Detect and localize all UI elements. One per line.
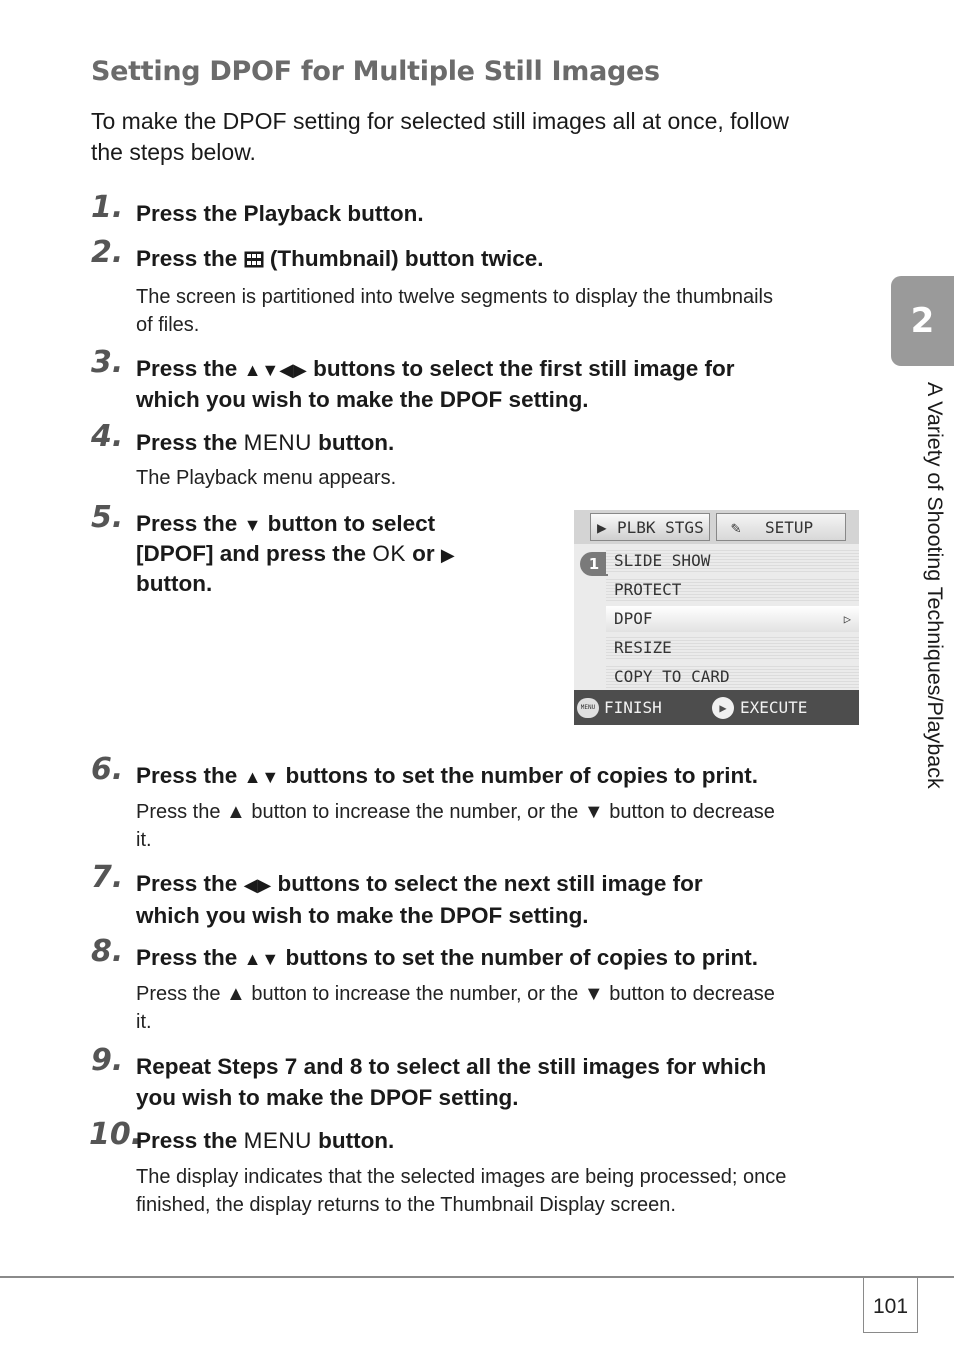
desc-line: it. bbox=[136, 829, 152, 851]
step-number: 5. bbox=[91, 500, 124, 535]
step-title-part: buttons to set the number of copies to print. bbox=[285, 763, 758, 788]
menu-item-resize: RESIZE bbox=[606, 635, 859, 661]
intro-line: To make the DPOF setting for selected still images all at once, follow bbox=[91, 108, 789, 134]
screen-menu-list bbox=[574, 546, 859, 689]
step-title-part: Press the bbox=[136, 246, 238, 271]
down-arrow-icon: ▼ bbox=[583, 801, 604, 823]
step-description bbox=[136, 464, 396, 492]
desc-line: finished, the display returns to the Thumbnail Display screen. bbox=[136, 1194, 676, 1216]
menu-button-label: MENU bbox=[243, 430, 312, 455]
step-description bbox=[136, 798, 775, 854]
desc-part: button to increase the number, or the bbox=[251, 983, 579, 1005]
page-badge: 1 bbox=[580, 552, 608, 576]
down-arrow-icon: ▼ bbox=[243, 515, 262, 535]
step-number: 6. bbox=[91, 752, 124, 787]
menu-item-copy-to-card: COPY TO CARD bbox=[606, 664, 859, 690]
menu-item-slide-show: SLIDE SHOW bbox=[606, 548, 859, 574]
step-title: Press the Playback button. bbox=[136, 201, 424, 226]
step-title-part: Press the bbox=[136, 430, 238, 455]
screen-tab-playback bbox=[590, 513, 710, 541]
chapter-tab bbox=[891, 276, 954, 366]
menu-item-dpof bbox=[606, 606, 859, 632]
step-title-part: Press the bbox=[136, 945, 238, 970]
step-title-part: (Thumbnail) button twice. bbox=[269, 246, 544, 271]
screen-tab-bar bbox=[574, 510, 859, 544]
camera-menu-screen bbox=[574, 510, 859, 725]
down-arrow-icon: ▼ bbox=[583, 983, 604, 1005]
step-title-part: button to select bbox=[267, 511, 436, 536]
step-title-part: or bbox=[412, 541, 435, 566]
intro-paragraph bbox=[91, 106, 866, 168]
desc-line bbox=[136, 798, 775, 826]
desc-part: Press the bbox=[136, 801, 221, 823]
step-title bbox=[136, 760, 758, 793]
menu-button-label: MENU bbox=[243, 1128, 312, 1153]
desc-part: Press the bbox=[136, 983, 221, 1005]
desc-line: The Playback menu appears. bbox=[136, 467, 397, 489]
wrench-icon: ✎ bbox=[731, 518, 741, 537]
step-number: 3. bbox=[91, 345, 124, 380]
up-arrow-icon: ▲ bbox=[226, 801, 246, 823]
step-title bbox=[136, 243, 544, 274]
step-title-part: [DPOF] and press the bbox=[136, 541, 367, 566]
step-title bbox=[136, 942, 758, 975]
screen-tab-label: PLBK STGS bbox=[617, 518, 704, 537]
up-arrow-icon: ▲ bbox=[226, 983, 246, 1005]
thumbnail-icon bbox=[244, 245, 264, 262]
step-title-part: button. bbox=[318, 430, 395, 455]
desc-line bbox=[136, 980, 775, 1008]
screen-tab-label: SETUP bbox=[765, 518, 814, 537]
step-title-part: Press the bbox=[136, 1128, 238, 1153]
finish-label: FINISH bbox=[604, 698, 662, 717]
direction-arrows-icon: ▲▼◀▶ bbox=[243, 360, 307, 380]
step-number: 2. bbox=[91, 235, 124, 270]
step-number: 4. bbox=[91, 419, 124, 454]
screen-tab-setup bbox=[716, 513, 846, 541]
menu-button-icon: MENU bbox=[577, 698, 599, 718]
step-title-part: buttons to select the next still image for bbox=[277, 871, 703, 896]
step-title-part: Press the bbox=[136, 763, 238, 788]
step-title-line3: button. bbox=[136, 571, 213, 596]
step-title bbox=[136, 508, 435, 541]
step-title-part: Press the bbox=[136, 511, 238, 536]
chapter-title: A Variety of Shooting Techniques/Playback bbox=[923, 382, 947, 789]
step-title bbox=[136, 353, 734, 386]
right-arrow-icon: ▷ bbox=[843, 612, 851, 626]
step-number: 9. bbox=[91, 1043, 124, 1078]
step-title-part: buttons to select the first still image for bbox=[313, 356, 735, 381]
step-title-line2: which you wish to make the DPOF setting. bbox=[136, 903, 589, 928]
step-description bbox=[136, 1163, 786, 1219]
chapter-number: 2 bbox=[910, 301, 935, 341]
ok-button-label: OK bbox=[372, 541, 406, 566]
execute-label: EXECUTE bbox=[740, 698, 808, 717]
menu-item-protect: PROTECT bbox=[606, 577, 859, 603]
step-number: 8. bbox=[91, 934, 124, 969]
playback-icon: ▶ bbox=[597, 518, 607, 537]
right-dial-icon: ▶ bbox=[712, 697, 734, 719]
step-title-part: Press the bbox=[136, 871, 238, 896]
step-title-line2: which you wish to make the DPOF setting. bbox=[136, 387, 589, 412]
up-down-arrows-icon: ▲▼ bbox=[243, 767, 280, 787]
step-number: 1. bbox=[91, 190, 124, 225]
desc-line: The display indicates that the selected images are being processed; once bbox=[136, 1166, 787, 1188]
intro-line: the steps below. bbox=[91, 139, 256, 165]
desc-part: button to increase the number, or the bbox=[251, 801, 579, 823]
desc-line: of files. bbox=[136, 314, 200, 336]
desc-part: button to decrease bbox=[609, 983, 775, 1005]
footer-rule bbox=[0, 1276, 954, 1278]
screen-footer bbox=[574, 690, 859, 725]
step-title bbox=[136, 427, 394, 458]
step-title: Repeat Steps 7 and 8 to select all the still images for which bbox=[136, 1054, 767, 1079]
step-title-part: button. bbox=[318, 1128, 395, 1153]
desc-line: The screen is partitioned into twelve segments to display the thumbnails bbox=[136, 286, 774, 308]
step-title bbox=[136, 1125, 394, 1156]
desc-line: it. bbox=[136, 1011, 152, 1033]
step-number: 10. bbox=[89, 1117, 143, 1152]
step-title-line2: you wish to make the DPOF setting. bbox=[136, 1085, 519, 1110]
step-title bbox=[136, 868, 703, 901]
right-arrow-icon: ▶ bbox=[440, 545, 455, 565]
step-description bbox=[136, 283, 773, 339]
step-description bbox=[136, 980, 775, 1036]
desc-part: button to decrease bbox=[609, 801, 775, 823]
menu-item-label: DPOF bbox=[614, 609, 653, 628]
left-right-arrows-icon: ◀▶ bbox=[243, 875, 272, 895]
step-title-part: Press the bbox=[136, 356, 238, 381]
step-number: 7. bbox=[91, 860, 124, 895]
up-down-arrows-icon: ▲▼ bbox=[243, 949, 280, 969]
section-heading: Setting DPOF for Multiple Still Images bbox=[91, 56, 660, 87]
page-number: 101 bbox=[863, 1278, 918, 1333]
step-title-part: buttons to set the number of copies to print. bbox=[285, 945, 758, 970]
step-title-line2 bbox=[136, 538, 455, 571]
